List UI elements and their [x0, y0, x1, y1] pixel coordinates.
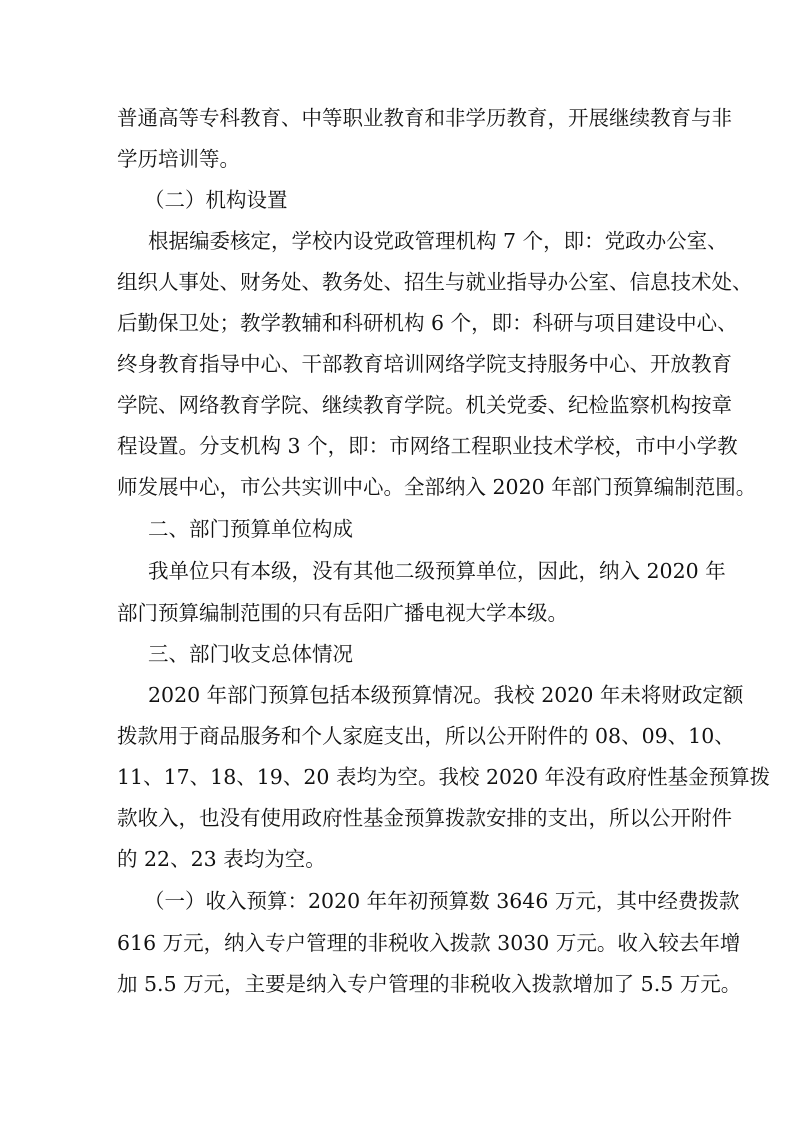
paragraph-line: 2020 年部门预算包括本级预算情况。我校 2020 年未将财政定额	[148, 683, 744, 707]
paragraph-line: 终身教育指导中心、干部教育培训网络学院支持服务中心、开放教育	[117, 352, 732, 376]
paragraph-line: 程设置。分支机构 3 个，即：市网络工程职业技术学校，市中小学教	[117, 434, 738, 458]
paragraph-line: 普通高等专科教育、中等职业教育和非学历教育，开展继续教育与非	[117, 106, 732, 130]
paragraph-line: 学历培训等。	[117, 147, 240, 171]
paragraph-line: 部门预算编制范围的只有岳阳广播电视大学本级。	[117, 601, 568, 625]
paragraph-line: 根据编委核定，学校内设党政管理机构 7 个，即：党政办公室、	[148, 229, 728, 253]
paragraph-line: 11、17、18、19、20 表均为空。我校 2020 年没有政府性基金预算拨	[117, 765, 771, 789]
paragraph-line: 组织人事处、财务处、教务处、招生与就业指导办公室、信息技术处、	[117, 270, 753, 294]
paragraph-line: 我单位只有本级，没有其他二级预算单位，因此，纳入 2020 年	[148, 559, 726, 583]
paragraph-line: 款收入，也没有使用政府性基金预算拨款安排的支出，所以公开附件	[117, 806, 732, 830]
paragraph-line: 的 22、23 表均为空。	[117, 847, 326, 871]
paragraph-line: 师发展中心，市公共实训中心。全部纳入 2020 年部门预算编制范围。	[117, 475, 757, 499]
section-heading: （二）机构设置	[144, 188, 288, 212]
paragraph-line: 拨款用于商品服务和个人家庭支出，所以公开附件的 08、09、10、	[117, 724, 735, 748]
paragraph-line: 加 5.5 万元，主要是纳入专户管理的非税收入拨款增加了 5.5 万元。	[117, 972, 742, 996]
paragraph-line: （一）收入预算：2020 年年初预算数 3646 万元，其中经费拨款	[144, 889, 740, 913]
section-heading: 二、部门预算单位构成	[148, 517, 353, 541]
paragraph-line: 616 万元，纳入专户管理的非税收入拨款 3030 万元。收入较去年增	[117, 931, 741, 955]
section-heading: 三、部门收支总体情况	[148, 642, 353, 666]
paragraph-line: 后勤保卫处；教学教辅和科研机构 6 个，即：科研与项目建设中心、	[117, 311, 738, 335]
paragraph-line: 学院、网络教育学院、继续教育学院。机关党委、纪检监察机构按章	[117, 393, 732, 417]
